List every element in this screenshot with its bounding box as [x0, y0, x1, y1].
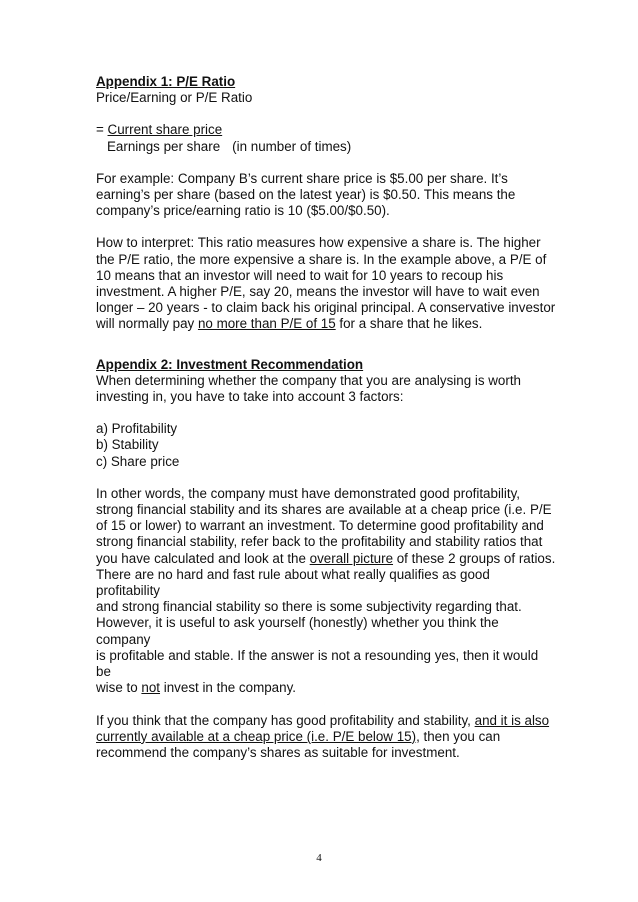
- appendix1-heading: Appendix 1: P/E Ratio: [96, 74, 236, 89]
- para-line: [96, 551, 556, 567]
- factor-item: a) Profitability: [96, 421, 178, 437]
- para-line: However, it is useful to ask yourself (honestly) whether you think the company: [96, 615, 499, 647]
- final-line: recommend the company’s shares as suitable for investment.: [96, 744, 460, 760]
- para-line: There are no hard and fast rule about what really qualifies as good profitability: [96, 566, 490, 599]
- overall-picture-underlined: overall picture: [309, 550, 394, 566]
- cheap-price-underlined: currently available at a cheap price (i.e. P/E below 15): [96, 728, 417, 744]
- para-line: strong financial stability and its shares are available at a cheap price (i.e. P/E: [96, 502, 552, 518]
- not-underlined: not: [141, 680, 161, 696]
- formula-numerator: Current share price: [107, 122, 223, 138]
- interpret-last-line: [96, 316, 556, 332]
- text-run: of these 2 groups of ratios.: [393, 550, 556, 566]
- final-line: [96, 713, 556, 729]
- text-run: If you think that the company has good profitability and stability,: [96, 712, 475, 728]
- formula-unit: (in number of times): [232, 138, 352, 154]
- formula-denominator-line: [96, 139, 556, 155]
- para-line: is profitable and stable. If the answer is not a resounding yes, then it would be: [96, 647, 539, 680]
- factor-item: b) Stability: [96, 437, 159, 453]
- page-number: 4: [316, 852, 322, 864]
- para-line: In other words, the company must have demonstrated good profitability,: [96, 485, 521, 501]
- interpret-line: 10 means that an investor will need to wait for 10 years to recoup his: [96, 267, 504, 283]
- text-run: wise to: [96, 680, 142, 696]
- text-run: , then you can: [416, 728, 501, 744]
- example-line: For example: Company B’s current share price is $5.00 per share. It’s: [96, 170, 508, 186]
- text-run: you have calculated and look at the: [96, 550, 310, 566]
- example-line: company’s price/earning ratio is 10 ($5.00/$0.50).: [96, 203, 390, 219]
- intro-line: investing in, you have to take into account 3 factors:: [96, 389, 404, 405]
- para-line: of 15 or lower) to warrant an investment. To determine good profitability and: [96, 518, 544, 534]
- text-run: will normally pay: [96, 316, 198, 332]
- interpret-line: investment. A higher P/E, say 20, means the investor will have to wait even: [96, 284, 540, 300]
- formula-numerator-line: [96, 122, 556, 138]
- interpret-line: the P/E ratio, the more expensive a share is. In the example above, a P/E of: [96, 251, 547, 267]
- formula-denominator: Earnings per share: [107, 138, 221, 154]
- final-line: [96, 729, 556, 745]
- interpret-line: longer – 20 years - to claim back his original principal. A conservative investor: [96, 300, 556, 316]
- formula-prefix: =: [96, 122, 108, 138]
- text-run: for a share that he likes.: [335, 316, 483, 332]
- factor-item: c) Share price: [96, 453, 180, 469]
- document-page: [96, 74, 556, 761]
- example-line: earning’s per share (based on the latest year) is $0.50. This means the: [96, 187, 516, 203]
- appendix2-heading: Appendix 2: Investment Recommendation: [96, 356, 364, 372]
- para-line: strong financial stability, refer back to the profitability and stability ratios that: [96, 534, 543, 550]
- interpret-line: How to interpret: This ratio measures how expensive a share is. The higher: [96, 235, 541, 251]
- para-line: and strong financial stability so there is some subjectivity regarding that.: [96, 599, 522, 615]
- text-run: invest in the company.: [160, 680, 296, 696]
- cheap-price-underlined: and it is also: [474, 712, 550, 728]
- appendix1-subtitle: Price/Earning or P/E Ratio: [96, 90, 253, 106]
- intro-line: When determining whether the company that you are analysing is worth: [96, 372, 522, 388]
- pe-limit-underlined: no more than P/E of 15: [197, 316, 336, 332]
- para-last-line: [96, 680, 556, 696]
